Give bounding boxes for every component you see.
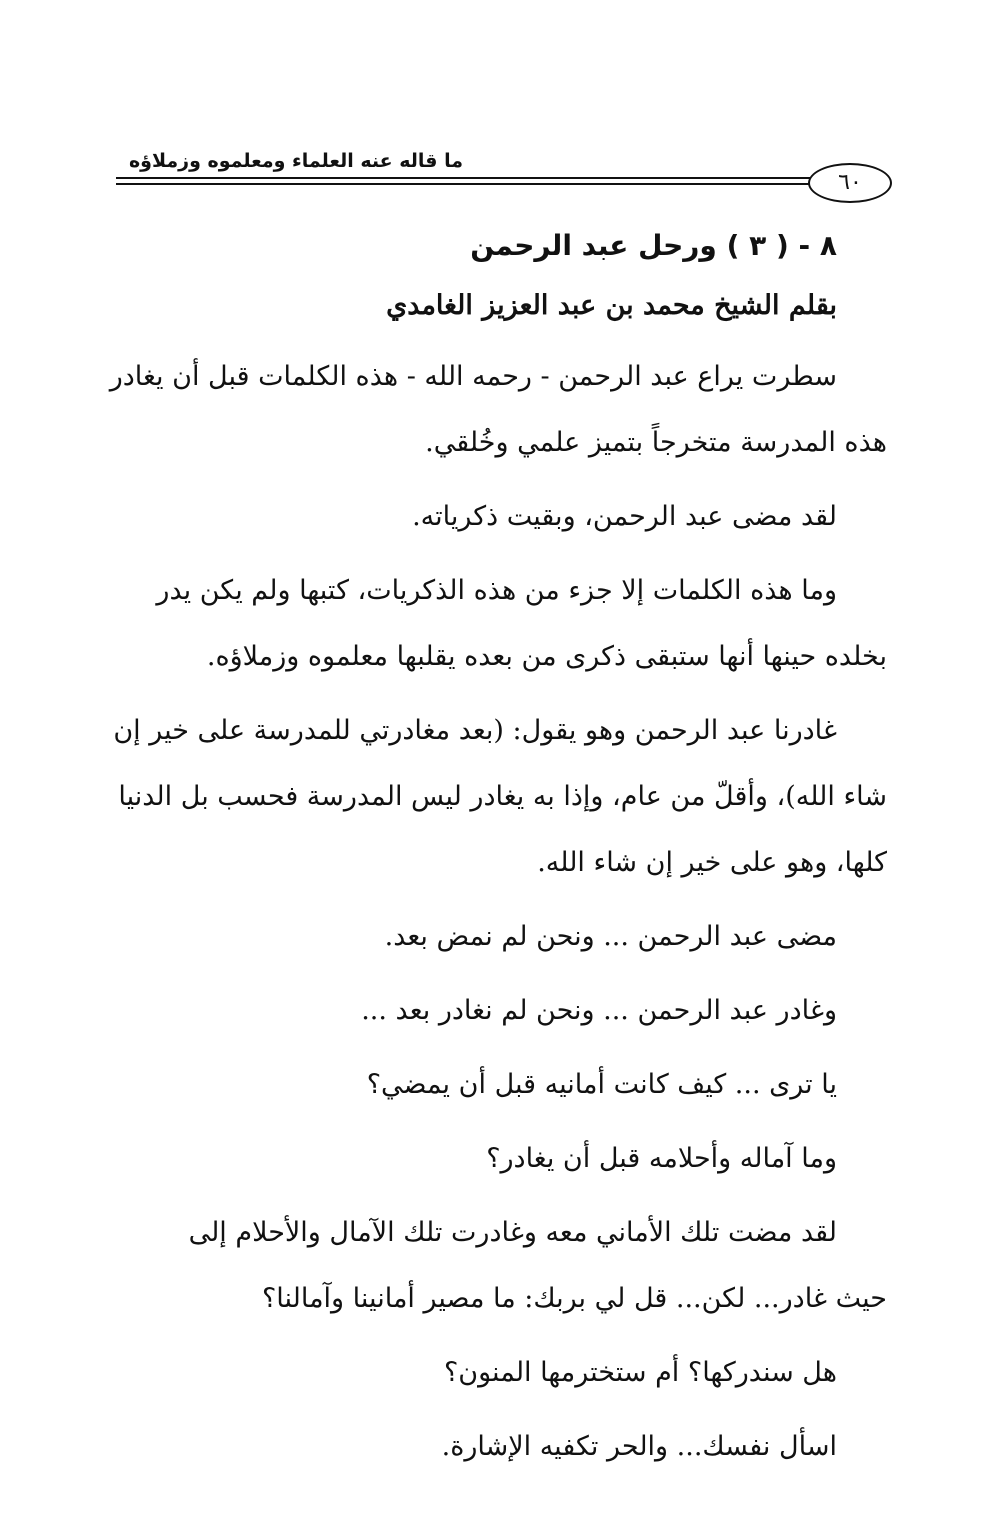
author-byline: بقلم الشيخ محمد بن عبد العزيز الغامدي [386,290,837,321]
paragraph [112,558,887,690]
paragraph-line: حيث غادر... لكن... قل لي بربك: ما مصير أمانينا وآمالنا؟ [261,1283,887,1314]
paragraph [112,1126,887,1192]
paragraph-line: هذه المدرسة متخرجاً بتميز علمي وخُلقي. [425,427,887,458]
header-rule-top [116,177,816,179]
paragraph-line: وما آماله وأحلامه قبل أن يغادر؟ [486,1143,837,1174]
paragraph-line: لقد مضى عبد الرحمن، وبقيت ذكرياته. [412,501,837,532]
paragraph-line: غادرنا عبد الرحمن وهو يقول: (بعد مغادرتي للمدرسة على خير إن [113,715,837,746]
page-number: ٦٠ [808,163,892,203]
paragraph [109,344,887,476]
paragraph-line: وغادر عبد الرحمن ... ونحن لم نغادر بعد ... [361,995,837,1026]
paragraph [112,1052,887,1118]
section-title: ٨ - ( ٣ ) ورحل عبد الرحمن [470,229,837,262]
paragraph-line: كلها، وهو على خير إن شاء الله. [537,847,887,878]
paragraph [112,1200,887,1332]
page-body [109,220,887,1488]
paragraph [112,904,887,970]
paragraph [112,978,887,1044]
header-rule-bottom [116,183,816,185]
paragraph [112,484,887,550]
paragraph [112,1414,887,1480]
paragraph-line: يا ترى ... كيف كانت أمانيه قبل أن يمضي؟ [366,1069,837,1100]
paragraph-line: وما هذه الكلمات إلا جزء من هذه الذكريات، كتبها ولم يكن يدر [156,575,837,606]
paragraph-line: مضى عبد الرحمن ... ونحن لم نمض بعد. [384,921,837,952]
paragraph [112,698,887,896]
paragraph-line: هل سندركها؟ أم ستخترمها المنون؟ [443,1357,837,1388]
paragraph-line: سطرت يراع عبد الرحمن - رحمه الله - هذه الكلمات قبل أن يغادر [109,361,837,392]
paragraph [112,1340,887,1406]
paragraph-line: لقد مضت تلك الأماني معه وغادرت تلك الآمال والأحلام إلى [188,1217,837,1248]
paragraph-line: اسأل نفسك... والحر تكفيه الإشارة. [441,1431,837,1462]
paragraph-line: شاء الله)، وأقلّ من عام، وإذا به يغادر ليس المدرسة فحسب بل الدنيا [118,781,887,812]
paragraph-line: بخلده حينها أنها ستبقى ذكرى من بعده يقلبها معلموه وزملاؤه. [206,641,887,672]
header-title: ما قاله عنه العلماء ومعلموه وزملاؤه [128,150,463,172]
